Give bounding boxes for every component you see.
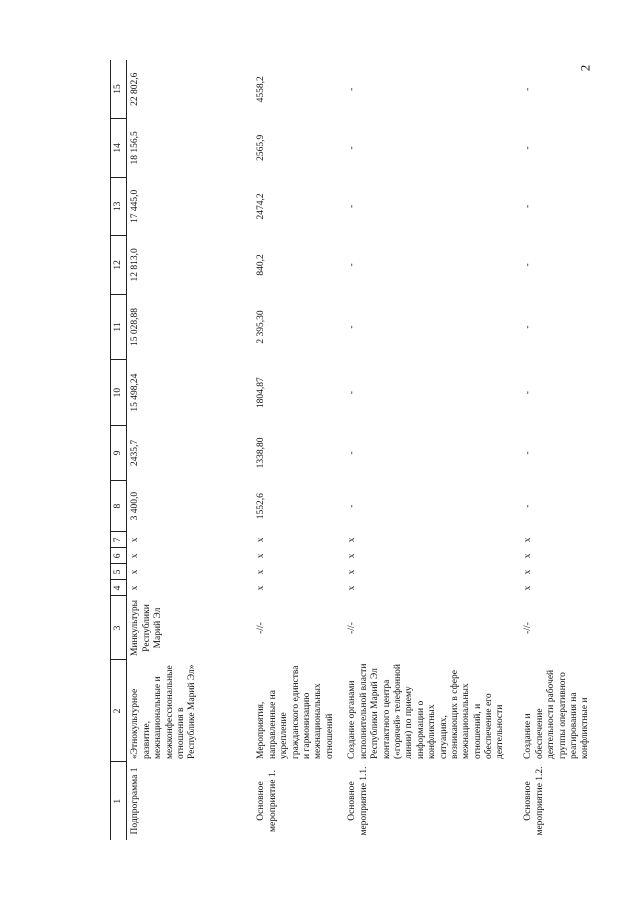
column-header: 8 <box>111 480 127 531</box>
table-cell: x <box>347 537 358 543</box>
row-description: Мероприятия, направленные на укрепление гражданского единства и гармонизацию межнациональных отношений <box>256 665 335 759</box>
table-cell: - <box>523 451 534 455</box>
table-cell: 1804,87 <box>256 377 267 409</box>
row-responsible: -//- <box>256 622 267 634</box>
column-header: 5 <box>111 564 127 580</box>
table-cell: - <box>523 87 534 91</box>
table-cell: 15 028,88 <box>130 308 141 346</box>
program-table <box>110 60 622 840</box>
table-cell: 4558,2 <box>256 76 267 103</box>
table-cell: x <box>130 569 141 575</box>
table-cell: x <box>130 537 141 543</box>
column-header: 6 <box>111 548 127 564</box>
row-responsible: Минкультуры Республики Марий Эл <box>130 599 164 657</box>
row-label: Основное мероприятие 1. <box>256 770 278 832</box>
table-cell: x <box>523 569 534 575</box>
column-header: 7 <box>111 532 127 548</box>
row-description: Создание органами исполнительной власти Республики Марий Эл контактного центра («горячей» телефонной линии) по приему информации о конфликтных ситуациях, возникающих в сфере межнациональных отношений, и обеспечение его деятельности <box>347 663 506 759</box>
table-row <box>253 60 344 840</box>
table-cell: 2 395,30 <box>256 310 267 344</box>
table-cell: x <box>130 553 141 559</box>
column-header: 13 <box>111 177 127 236</box>
column-header: 9 <box>111 425 127 480</box>
rotated-table-page <box>110 60 630 840</box>
column-header: 1 <box>111 762 127 840</box>
column-header: 4 <box>111 580 127 596</box>
table-cell: - <box>347 325 358 329</box>
table-cell: 1338,80 <box>256 437 267 469</box>
table-cell: 840,2 <box>256 254 267 276</box>
column-header: 11 <box>111 294 127 360</box>
row-label: Основное мероприятие 1.2. <box>523 766 545 836</box>
table-cell: x <box>523 553 534 559</box>
table-cell: 15 498,24 <box>130 373 141 412</box>
table-cell: - <box>523 146 534 150</box>
table-cell: x <box>523 585 534 591</box>
header-row <box>111 60 127 840</box>
table-row <box>344 60 520 840</box>
table-cell: - <box>347 391 358 395</box>
column-header: 12 <box>111 236 127 295</box>
table-cell: 2565,9 <box>256 134 267 161</box>
table-cell: x <box>347 553 358 559</box>
table-cell: - <box>347 263 358 267</box>
table-cell: - <box>523 391 534 395</box>
table-cell: - <box>347 87 358 91</box>
table-cell: x <box>347 569 358 575</box>
table-cell: x <box>256 585 267 591</box>
table-cell: x <box>256 569 267 575</box>
row-responsible: -//- <box>523 622 534 634</box>
row-label: Основное мероприятие 1.1. <box>347 766 369 836</box>
table-cell: - <box>523 204 534 208</box>
table-cell: - <box>523 263 534 267</box>
row-description: Создание и обеспечение деятельности рабочей группы оперативного реагирования на конфликтные и <box>523 669 591 759</box>
table-row <box>520 60 622 840</box>
table-cell: - <box>347 451 358 455</box>
column-header: 3 <box>111 596 127 660</box>
row-label: Подпрограмма 1 <box>130 767 141 835</box>
table-cell: 12 813,0 <box>130 248 141 282</box>
table-cell: - <box>523 325 534 329</box>
table-cell: 2435,7 <box>130 439 141 466</box>
table-cell: - <box>347 146 358 150</box>
table-cell: - <box>347 504 358 508</box>
table-cell: 18 156,5 <box>130 131 141 165</box>
column-header: 15 <box>111 60 127 119</box>
table-cell: 17 445,0 <box>130 189 141 224</box>
table-cell: - <box>347 204 358 208</box>
table-cell: x <box>130 585 141 591</box>
table-cell: 3 400,0 <box>130 491 141 521</box>
table-row <box>127 60 254 840</box>
column-header: 2 <box>111 660 127 762</box>
row-responsible: -//- <box>347 622 358 634</box>
table-cell: 22 802,6 <box>130 72 141 106</box>
table-cell: x <box>523 537 534 543</box>
table-cell: x <box>256 537 267 543</box>
table-cell: 1552,6 <box>256 493 267 520</box>
table-cell: x <box>347 585 358 591</box>
table-cell: - <box>523 504 534 508</box>
column-header: 10 <box>111 360 127 426</box>
row-description: «Этнокультурное развитие, межнациональные и межконфессиональные отношения в Республике Марий Эл» <box>130 664 198 759</box>
table-cell: 2474,2 <box>256 193 267 220</box>
column-header: 14 <box>111 119 127 178</box>
page-number: 2 <box>577 64 593 72</box>
table-cell: x <box>256 553 267 559</box>
